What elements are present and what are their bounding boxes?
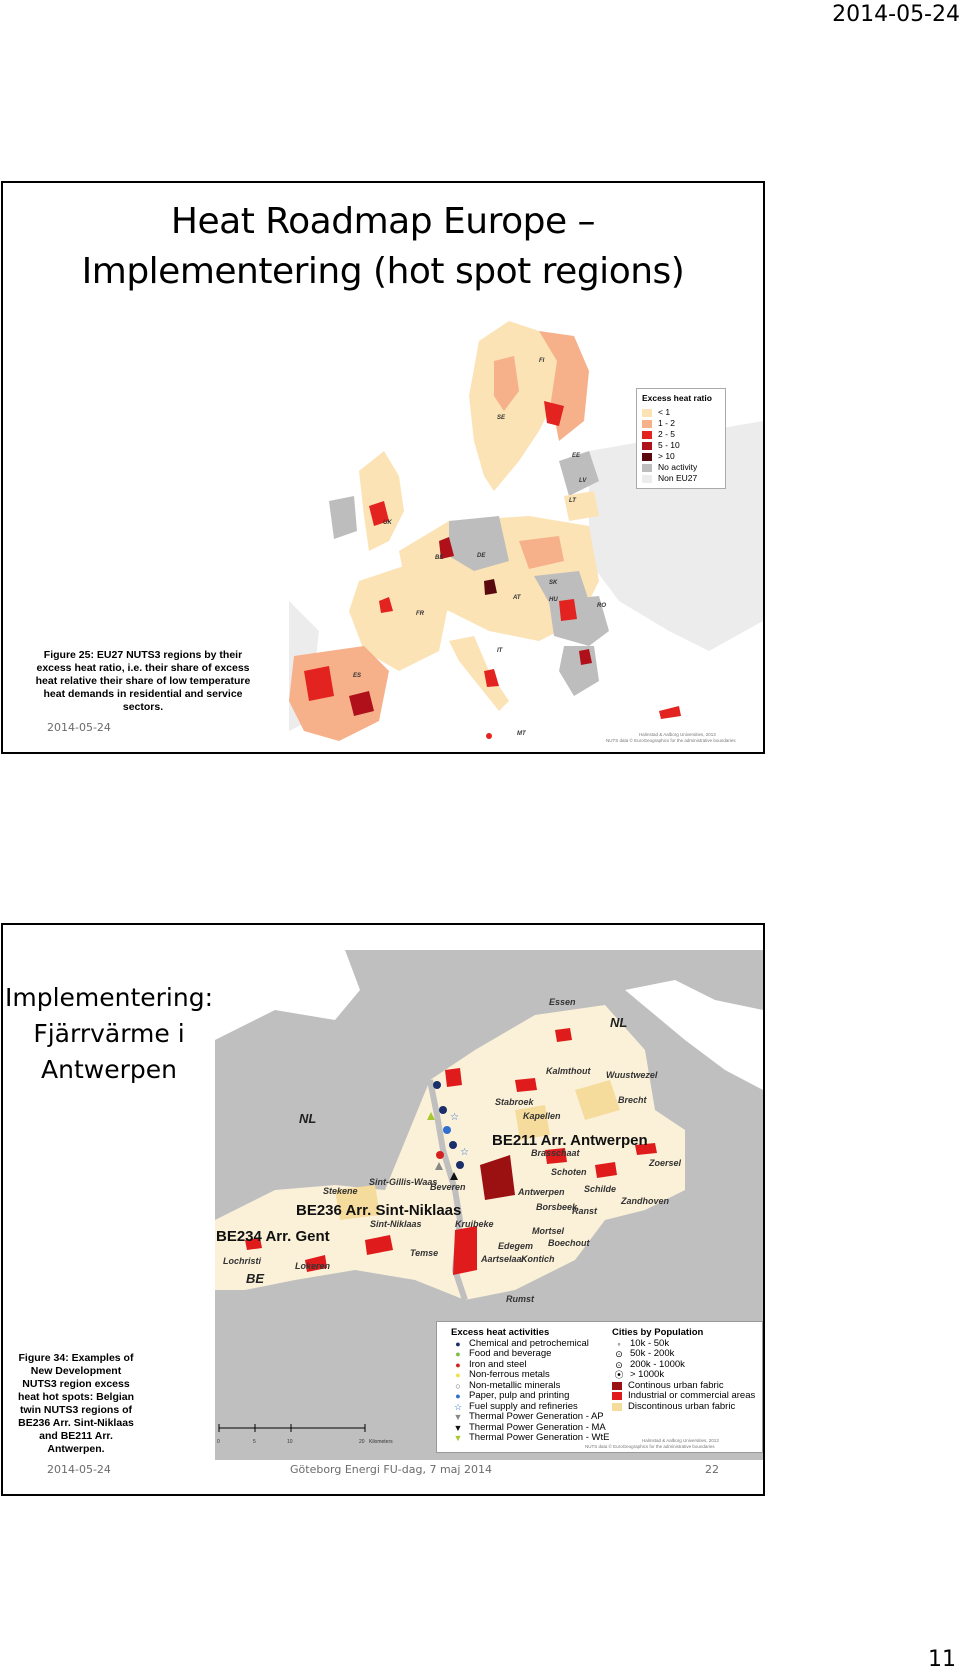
legend-item bbox=[451, 1370, 609, 1381]
slide-footer-page: 22 bbox=[705, 1463, 719, 1476]
legend-activities-column bbox=[451, 1328, 609, 1444]
map-region-be234: BE234 Arr. Gent bbox=[216, 1228, 330, 1245]
legend-label: Industrial or commercial areas bbox=[628, 1390, 756, 1401]
legend-swatch bbox=[642, 409, 652, 417]
fuel-star-icon: ☆ bbox=[453, 1401, 463, 1412]
legend-label: Paper, pulp and printing bbox=[469, 1390, 570, 1401]
map-place-zandhoven: Zandhoven bbox=[621, 1196, 670, 1206]
legend-label: Chemical and petrochemical bbox=[469, 1337, 589, 1349]
map-country-code-ee: EE bbox=[572, 453, 581, 459]
map-place-ranst: Ranst bbox=[572, 1206, 598, 1216]
map-country-code-at: AT bbox=[513, 595, 521, 601]
slide-title-line-1: Heat Roadmap Europe – bbox=[170, 201, 596, 242]
map-country-code-hu: HU bbox=[549, 597, 558, 603]
paper-marker-icon: ● bbox=[455, 1391, 461, 1401]
map-place-lokeren: Lokeren bbox=[295, 1261, 331, 1271]
slide-title bbox=[3, 197, 763, 297]
legend-item bbox=[642, 429, 720, 440]
map-place-sint-gillis-waas: Sint-Gillis-Waas bbox=[369, 1177, 438, 1187]
excess-heat-activities-legend bbox=[436, 1321, 763, 1453]
scale-unit: Kilometers bbox=[369, 1439, 393, 1445]
city-xlarge-icon: ⦿ bbox=[614, 1370, 624, 1380]
legend-activities-title: Excess heat activities bbox=[451, 1327, 550, 1338]
legend-item bbox=[451, 1412, 609, 1423]
legend-item bbox=[612, 1391, 755, 1402]
non-ferrous-marker-icon: ● bbox=[455, 1370, 461, 1380]
chemical-marker-icon: ● bbox=[455, 1338, 461, 1349]
map-country-be: BE bbox=[246, 1271, 265, 1286]
legend-item bbox=[612, 1402, 755, 1413]
legend-item bbox=[642, 451, 720, 462]
map-place-temse: Temse bbox=[410, 1248, 439, 1258]
map-country-code-fr: FR bbox=[416, 611, 424, 617]
map-place-mortsel: Mortsel bbox=[532, 1226, 565, 1236]
map-place-antwerpen: Antwerpen bbox=[518, 1187, 565, 1197]
slide-antwerpen-district-heating bbox=[1, 923, 765, 1496]
map-place-brasschaat: Brasschaat bbox=[531, 1148, 580, 1158]
svg-text:☆: ☆ bbox=[460, 1147, 469, 1158]
legend-label: Food and beverage bbox=[469, 1348, 552, 1359]
legend-item bbox=[642, 407, 720, 418]
scale-tick-0: 0 bbox=[217, 1439, 220, 1445]
page-header-date: 2014-05-24 bbox=[832, 2, 960, 27]
legend-swatch bbox=[642, 431, 652, 439]
map-region-be236: BE236 Arr. Sint-Niklaas bbox=[296, 1202, 462, 1219]
map-place-aartselaar: Aartselaar bbox=[481, 1254, 526, 1264]
iron-steel-marker-icon: ● bbox=[455, 1359, 461, 1370]
legend-cities-title: Cities by Population bbox=[612, 1327, 704, 1338]
excess-heat-ratio-legend bbox=[636, 388, 726, 489]
slide-title-line-3: Antwerpen bbox=[41, 1055, 177, 1084]
legend-title: Excess heat ratio bbox=[642, 393, 712, 403]
map-place-stekene: Stekene bbox=[323, 1186, 358, 1196]
legend-item bbox=[612, 1370, 755, 1381]
map-place-kontich: Kontich bbox=[521, 1254, 555, 1264]
legend-item bbox=[642, 418, 720, 429]
map-country-code-uk: UK bbox=[383, 520, 392, 526]
legend-label: > 10 bbox=[658, 451, 675, 461]
city-large-icon: ⊙ bbox=[615, 1359, 623, 1370]
legend-label: 10k - 50k bbox=[630, 1337, 670, 1349]
legend-label: Continous urban fabric bbox=[628, 1379, 724, 1391]
legend-label: Iron and steel bbox=[469, 1358, 527, 1370]
slide-date: 2014-05-24 bbox=[47, 721, 111, 734]
map-place-zoersel: Zoersel bbox=[649, 1158, 682, 1168]
legend-label: 50k - 200k bbox=[630, 1348, 675, 1359]
legend-label: Non-ferrous metals bbox=[469, 1369, 550, 1380]
figure-caption: Figure 25: EU27 NUTS3 regions by their excess heat ratio, i.e. their share of excess heat relative their share of low temperature heat demands in residential and service sectors. bbox=[35, 649, 251, 713]
map-place-kalmthout: Kalmthout bbox=[546, 1066, 591, 1076]
legend-cities-column bbox=[612, 1328, 755, 1412]
map-country-nl-west: NL bbox=[299, 1111, 317, 1126]
map-place-kapellen: Kapellen bbox=[523, 1111, 561, 1121]
legend-label: 5 - 10 bbox=[658, 440, 680, 450]
slide-title-line-1: Implementering: bbox=[4, 983, 214, 1012]
svg-text:☆: ☆ bbox=[450, 1112, 459, 1123]
scale-tick-20: 20 bbox=[359, 1439, 365, 1445]
legend-item bbox=[612, 1349, 755, 1360]
scale-tick-10: 10 bbox=[287, 1439, 293, 1445]
non-metallic-marker-icon: ○ bbox=[455, 1380, 461, 1391]
legend-swatch bbox=[642, 475, 652, 483]
map-place-sint-niklaas: Sint-Niklaas bbox=[370, 1219, 422, 1229]
map-place-essen: Essen bbox=[549, 997, 576, 1007]
scale-tick-5: 5 bbox=[253, 1439, 256, 1445]
map-place-kruibeke: Kruibeke bbox=[455, 1219, 494, 1229]
city-small-icon: ◦ bbox=[617, 1338, 621, 1349]
legend-label: No activity bbox=[658, 462, 698, 472]
legend-label: Discontinous urban fabric bbox=[628, 1400, 736, 1412]
legend-label: 2 - 5 bbox=[658, 429, 676, 439]
map-place-schoten: Schoten bbox=[551, 1167, 587, 1177]
legend-swatch bbox=[612, 1382, 622, 1390]
legend-item bbox=[642, 462, 720, 473]
map-country-code-sk: SK bbox=[549, 580, 558, 586]
map-place-schilde: Schilde bbox=[584, 1184, 617, 1194]
legend-label: > 1000k bbox=[630, 1369, 665, 1380]
legend-item bbox=[451, 1391, 609, 1402]
slide-title-line-2: Fjärrvärme i bbox=[33, 1019, 185, 1048]
slide-title bbox=[3, 980, 215, 1088]
slide-heat-roadmap-europe bbox=[1, 181, 765, 754]
map-credit-line-2: NUTS data © EuroGeographics for the administrative boundaries bbox=[606, 738, 736, 743]
slide-title-line-2: Implementering (hot spot regions) bbox=[81, 251, 685, 292]
legend-item bbox=[642, 440, 720, 451]
map-place-lochristi: Lochristi bbox=[223, 1256, 262, 1266]
power-ma-triangle-icon: ▼ bbox=[453, 1422, 463, 1433]
europe-map-graphic bbox=[289, 301, 763, 751]
legend-label: Non EU27 bbox=[658, 473, 698, 483]
map-place-stabroek: Stabroek bbox=[495, 1097, 534, 1107]
legend-item bbox=[451, 1349, 609, 1360]
map-credit-line-1: Halmstad & Aalborg Universities, 2013 bbox=[642, 1438, 719, 1443]
legend-swatch bbox=[612, 1392, 622, 1400]
map-country-code-lv: LV bbox=[579, 478, 587, 484]
legend-swatch bbox=[642, 442, 652, 450]
map-country-code-fi: FI bbox=[539, 358, 545, 364]
legend-label: 1 - 2 bbox=[658, 418, 676, 428]
map-credit-line-1: Halmstad & Aalborg Universities, 2013 bbox=[639, 732, 716, 737]
slide-footer-center: Göteborg Energi FU-dag, 7 maj 2014 bbox=[290, 1463, 492, 1476]
food-marker-icon: ● bbox=[455, 1349, 461, 1359]
map-place-wuustwezel: Wuustwezel bbox=[606, 1070, 658, 1080]
slide-date: 2014-05-24 bbox=[47, 1463, 111, 1476]
map-place-edegem: Edegem bbox=[498, 1241, 534, 1251]
map-country-code-se: SE bbox=[497, 415, 506, 421]
map-country-nl-north: NL bbox=[610, 1015, 628, 1030]
map-country-code-ro: RO bbox=[597, 603, 606, 609]
legend-label: Thermal Power Generation - WtE bbox=[469, 1432, 610, 1443]
map-region-be211: BE211 Arr. Antwerpen bbox=[492, 1132, 648, 1149]
map-country-code-de: DE bbox=[477, 553, 486, 559]
map-place-borsbeek: Borsbeek bbox=[536, 1202, 578, 1212]
page-number: 11 bbox=[928, 1647, 956, 1672]
legend-item bbox=[642, 473, 720, 484]
map-country-code-lt: LT bbox=[569, 498, 576, 504]
map-country-code-mt: MT bbox=[517, 731, 526, 737]
map-place-rumst: Rumst bbox=[506, 1294, 535, 1304]
legend-swatch bbox=[642, 420, 652, 428]
map-place-beveren: Beveren bbox=[430, 1182, 466, 1192]
map-country-code-be: BE bbox=[435, 555, 444, 561]
legend-label: Non-metallic minerals bbox=[469, 1379, 561, 1391]
figure-caption: Figure 34: Examples of New Development NUTS3 region excess heat hot spots: Belgian twin NUTS3 regions of BE236 Arr. Sint-Niklaas and BE211 Arr. Antwerpen. bbox=[17, 1352, 135, 1455]
map-place-boechout: Boechout bbox=[548, 1238, 590, 1248]
legend-label: Thermal Power Generation - AP bbox=[469, 1411, 604, 1422]
legend-swatch bbox=[642, 453, 652, 461]
city-medium-icon: ⊙ bbox=[615, 1349, 623, 1359]
power-ap-triangle-icon: ▼ bbox=[453, 1412, 463, 1422]
map-credit-line-2: NUTS data © EuroGeographics for the administrative boundaries bbox=[585, 1444, 715, 1449]
legend-label: < 1 bbox=[658, 407, 671, 417]
map-place-brecht: Brecht bbox=[618, 1095, 647, 1105]
map-country-code-es: ES bbox=[353, 673, 362, 679]
legend-label: 200k - 1000k bbox=[630, 1358, 685, 1370]
legend-swatch bbox=[642, 464, 652, 472]
legend-label: Fuel supply and refineries bbox=[469, 1400, 578, 1412]
power-wte-triangle-icon: ▼ bbox=[453, 1433, 463, 1443]
europe-excess-heat-map bbox=[289, 301, 763, 751]
legend-label: Thermal Power Generation - MA bbox=[469, 1421, 606, 1433]
legend-swatch bbox=[612, 1403, 622, 1411]
map-country-code-it: IT bbox=[497, 648, 503, 654]
